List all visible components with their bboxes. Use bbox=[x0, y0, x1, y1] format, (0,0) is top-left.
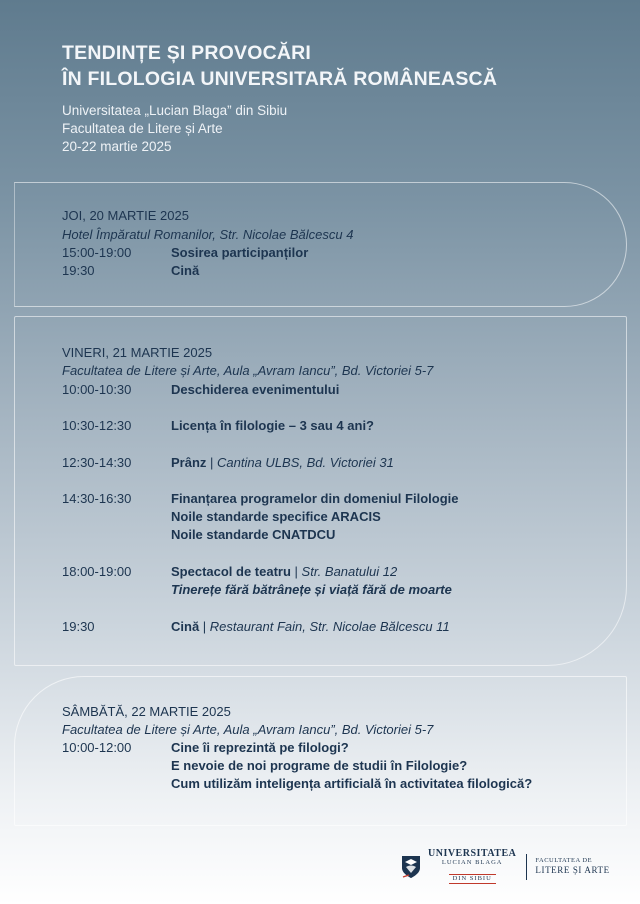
day2-event-5-title: Spectacol de teatru bbox=[171, 564, 291, 579]
day2-event-4-line-2: Noile standarde specifice ARACIS bbox=[171, 509, 381, 524]
day2-time-2: 10:30-12:30 bbox=[62, 418, 132, 433]
day2-time-4: 14:30-16:30 bbox=[62, 491, 132, 506]
day3-event-1-line-1: Cine îi reprezintă pe filologi? bbox=[171, 740, 349, 755]
day2-event-3-title: Prânz bbox=[171, 455, 207, 470]
page-title bbox=[62, 40, 497, 92]
day2-event-5-subtitle: Tinerețe fără bătrânețe și viață fără de moarte bbox=[171, 582, 452, 597]
university-logo-text bbox=[428, 848, 516, 885]
day2-event-2: Licența în filologie – 3 sau 4 ani? bbox=[171, 418, 374, 433]
day1-date: JOI, 20 MARTIE 2025 bbox=[62, 208, 189, 223]
day1-location: Hotel Împăratul Romanilor, Str. Nicolae Bălcescu 4 bbox=[62, 227, 354, 242]
logo-univ-line-3: DIN SIBIU bbox=[449, 874, 496, 884]
day3-time-1: 10:00-12:00 bbox=[62, 740, 132, 755]
event-info bbox=[62, 102, 287, 156]
logo-fac-line-1: FACULTATEA DE bbox=[535, 857, 593, 864]
day2-event-6-title: Cină bbox=[171, 619, 200, 634]
day1-time-1: 15:00-19:00 bbox=[62, 245, 132, 260]
day1-event-2: Cină bbox=[171, 263, 200, 278]
day2-event-4-line-1: Finanțarea programelor din domeniul Filologie bbox=[171, 491, 459, 506]
university-name: Universitatea „Lucian Blaga” din Sibiu bbox=[62, 103, 288, 118]
logo-divider bbox=[526, 854, 527, 880]
day1-time-2: 19:30 bbox=[62, 263, 95, 278]
day2-time-5: 18:00-19:00 bbox=[62, 564, 132, 579]
footer-logo bbox=[400, 848, 610, 885]
logo-univ-line-2: LUCIAN BLAGA bbox=[441, 859, 503, 866]
logo-univ-line-1: UNIVERSITATEA bbox=[428, 848, 517, 859]
title-line-2: ÎN FILOLOGIA UNIVERSITARĂ ROMÂNEASCĂ bbox=[62, 68, 498, 90]
title-line-1: TENDINȚE ȘI PROVOCĂRI bbox=[62, 42, 312, 64]
day2-time-1: 10:00-10:30 bbox=[62, 382, 132, 397]
day2-location: Facultatea de Litere și Arte, Aula „Avram Iancu”, Bd. Victoriei 5-7 bbox=[62, 363, 434, 378]
logo-fac-line-2: LITERE ȘI ARTE bbox=[535, 865, 610, 875]
day3-event-1-line-2: E nevoie de noi programe de studii în Filologie? bbox=[171, 758, 468, 773]
day2-time-6: 19:30 bbox=[62, 619, 95, 634]
day2-event-6-note: Restaurant Fain, Str. Nicolae Bălcescu 11 bbox=[209, 619, 450, 634]
event-dates: 20-22 martie 2025 bbox=[62, 139, 172, 154]
day2-event-5-note: Str. Banatului 12 bbox=[301, 564, 398, 579]
faculty-logo-text bbox=[535, 857, 609, 876]
day3-date: SÂMBĂTĂ, 22 MARTIE 2025 bbox=[62, 704, 231, 719]
day1-event-1: Sosirea participanților bbox=[171, 245, 309, 260]
day2-event-5: Spectacol de teatru | Str. Banatului 12 bbox=[171, 564, 398, 579]
day3-location: Facultatea de Litere și Arte, Aula „Avram Iancu”, Bd. Victoriei 5-7 bbox=[62, 722, 434, 737]
day2-event-3-note: Cantina ULBS, Bd. Victoriei 31 bbox=[217, 455, 394, 470]
day3-event-1-line-3: Cum utilizăm inteligența artificială în activitatea filologică? bbox=[171, 776, 533, 791]
faculty-name: Facultatea de Litere și Arte bbox=[62, 121, 223, 136]
day2-event-1: Deschiderea evenimentului bbox=[171, 382, 340, 397]
day2-event-4-line-3: Noile standarde CNATDCU bbox=[171, 527, 336, 542]
day2-time-3: 12:30-14:30 bbox=[62, 455, 132, 470]
day2-event-3: Prânz | Cantina ULBS, Bd. Victoriei 31 bbox=[171, 455, 394, 470]
day2-event-6: Cină | Restaurant Fain, Str. Nicolae Bălcescu 11 bbox=[171, 619, 450, 634]
ulbs-crest-icon bbox=[400, 854, 422, 880]
day2-date: VINERI, 21 MARTIE 2025 bbox=[62, 345, 213, 360]
